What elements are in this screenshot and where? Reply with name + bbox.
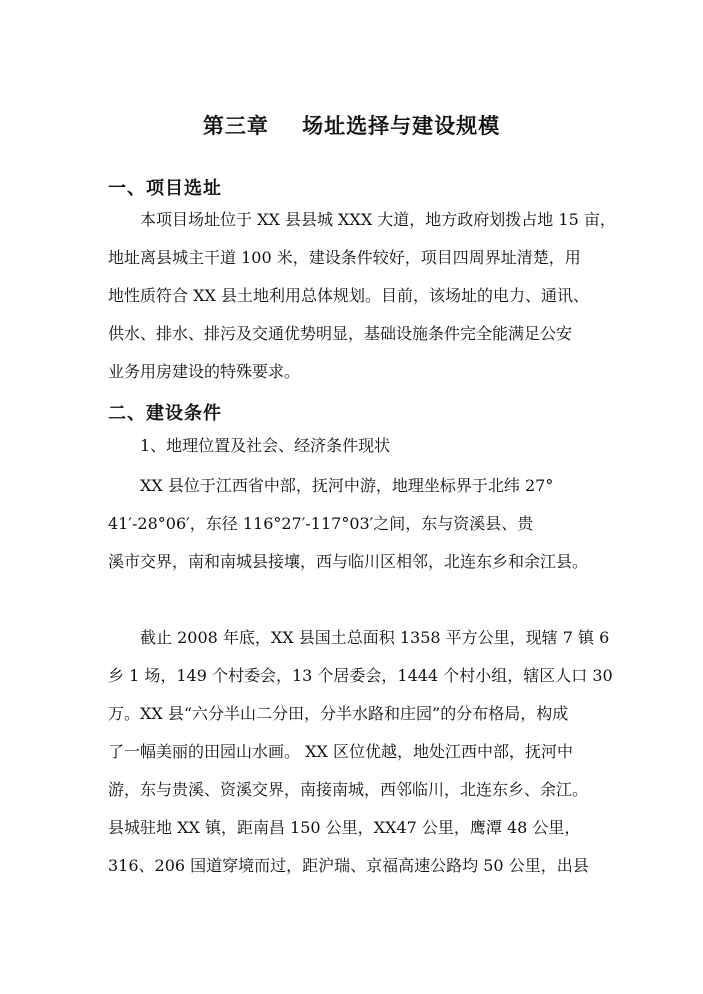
paragraph-line: XX 县位于江西省中部，抚河中游，地理坐标界于北纬 27°: [140, 476, 554, 495]
paragraph-line: 县城驻地 XX 镇，距南昌 150 公里，XX47 公里，鹰潭 48 公里，: [108, 818, 581, 837]
paragraph-line: 业务用房建设的特殊要求。: [108, 362, 301, 381]
paragraph-line: 万。XX 县“六分半山二分田，分半水路和庄园”的分布格局，构成: [108, 704, 569, 723]
chapter-title: 第三章 场址选择与建设规模: [202, 114, 501, 138]
paragraph-line: 本项目场址位于 XX 县县城 XXX 大道，地方政府划拨占地 15 亩，: [140, 210, 616, 229]
paragraph-line: 截止 2008 年底，XX 县国土总面积 1358 平方公里，现辖 7 镇 6: [140, 628, 610, 647]
paragraph-line: 地性质符合 XX 县土地利用总体规划。目前，该场址的电力、通讯、: [108, 286, 589, 305]
paragraph-line: 游，东与贵溪、资溪交界，南接南城，西邻临川，北连东乡、余江。: [108, 780, 589, 799]
paragraph-line: 316、206 国道穿境而过，距沪瑞、京福高速公路均 50 公里，出县: [108, 856, 589, 875]
section-heading-conditions: 二、建设条件: [108, 403, 222, 424]
section-heading-site-selection: 一、项目选址: [108, 178, 222, 199]
paragraph-line: 地址离县城主干道 100 米，建设条件较好，项目四周界址清楚，用: [108, 248, 581, 267]
paragraph-line: 溪市交界，南和南城县接壤，西与临川区相邻，北连东乡和余江县。: [108, 552, 589, 571]
subheading: 1、地理位置及社会、经济条件现状: [140, 436, 391, 455]
paragraph-line: 供水、排水、排污及交通优势明显，基础设施条件完全能满足公安: [108, 324, 573, 343]
paragraph-line: 41′-28°06′，东径 116°27′-117°03′之间，东与资溪县、贵: [108, 514, 534, 533]
paragraph-line: 乡 1 场，149 个村委会，13 个居委会，1444 个村小组，辖区人口 30: [108, 666, 613, 685]
paragraph-line: 了一幅美丽的田园山水画。 XX 区位优越，地处江西中部，抚河中: [108, 742, 573, 761]
